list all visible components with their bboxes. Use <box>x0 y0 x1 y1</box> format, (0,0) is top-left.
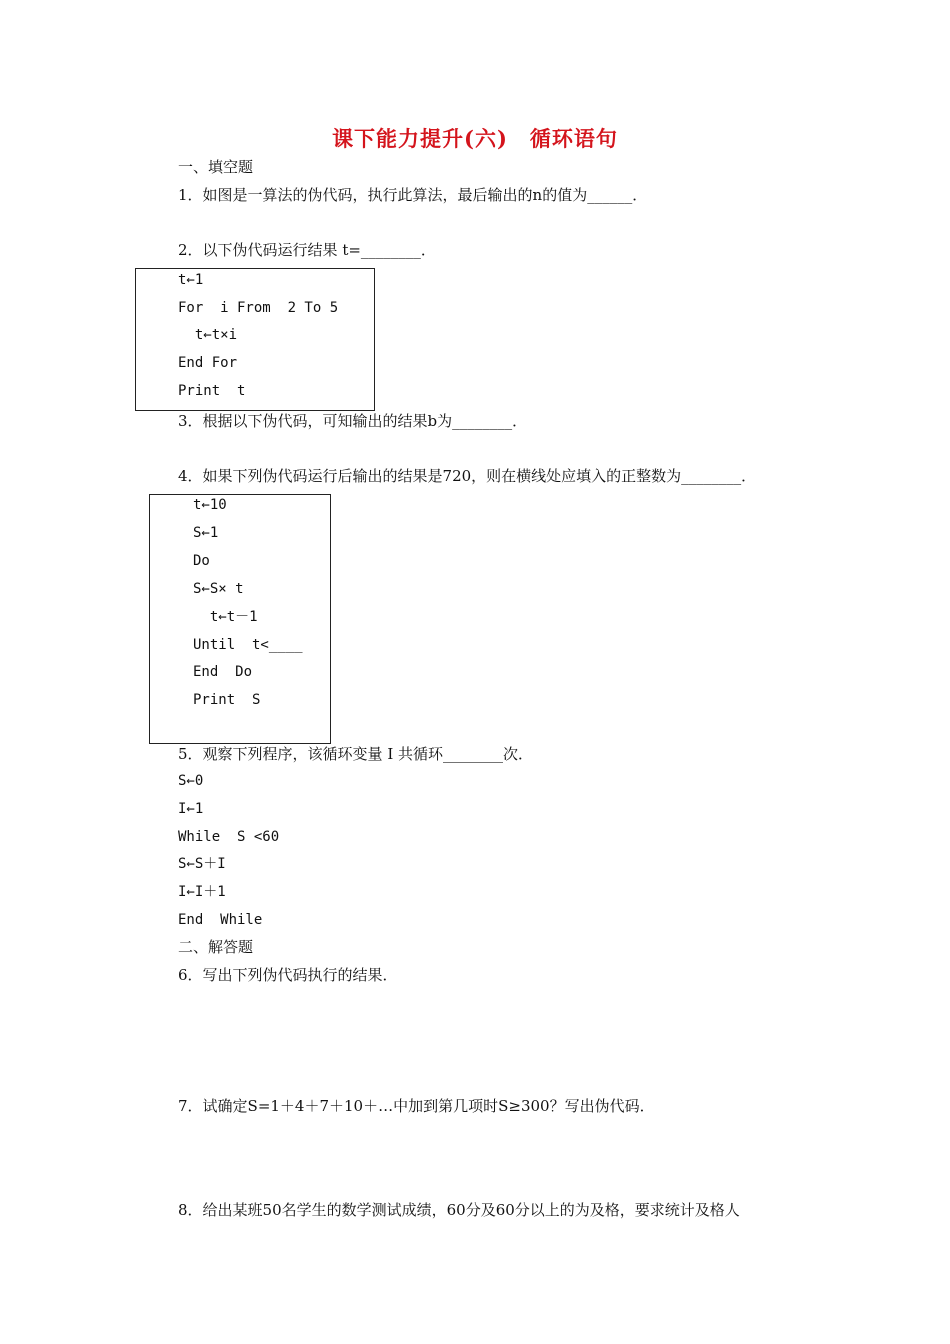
code-line: S←S＋I <box>178 856 226 872</box>
code-line: S←S× t <box>193 581 244 597</box>
question-2: 2．以下伪代码运行结果 t=________． <box>178 241 436 259</box>
code-line: Print S <box>193 692 261 708</box>
question-4: 4．如果下列伪代码运行后输出的结果是720，则在横线处应填入的正整数为________． <box>178 467 757 485</box>
code-line: Print t <box>178 383 246 399</box>
code-line: I←I＋1 <box>178 884 226 900</box>
code-line: End For <box>178 355 238 371</box>
question-8: 8．给出某班50名学生的数学测试成绩，60分及60分以上的为及格，要求统计及格人 <box>178 1201 740 1219</box>
page-title: 课下能力提升(六) 循环语句 <box>332 126 618 151</box>
code-box-q2 <box>135 268 375 411</box>
code-line: End While <box>178 912 263 928</box>
question-1: 1．如图是一算法的伪代码，执行此算法，最后输出的n的值为______． <box>178 186 648 204</box>
question-3: 3．根据以下伪代码，可知输出的结果b为________． <box>178 412 528 430</box>
section-heading-fill-in: 一、填空题 <box>178 158 254 176</box>
question-5: 5．观察下列程序，该循环变量 I 共循环________次． <box>178 745 534 763</box>
code-line: For i From 2 To 5 <box>178 300 339 316</box>
code-line: End Do <box>193 664 253 680</box>
code-line: t←10 <box>193 497 227 513</box>
code-line: Until t<____ <box>193 637 303 653</box>
code-line: t←1 <box>178 272 204 288</box>
section-heading-answer: 二、解答题 <box>178 938 254 956</box>
code-line: I←1 <box>178 801 204 817</box>
code-line: S←0 <box>178 773 204 789</box>
code-line: S←1 <box>193 525 219 541</box>
code-line: While S <60 <box>178 829 280 845</box>
question-6: 6．写出下列伪代码执行的结果． <box>178 966 398 984</box>
question-7: 7．试确定S=1＋4＋7＋10＋…中加到第几项时S≥300？写出伪代码． <box>178 1097 655 1115</box>
code-line: t←t×i <box>178 327 238 343</box>
code-line: Do <box>193 553 210 569</box>
code-line: t←t－1 <box>193 609 258 625</box>
